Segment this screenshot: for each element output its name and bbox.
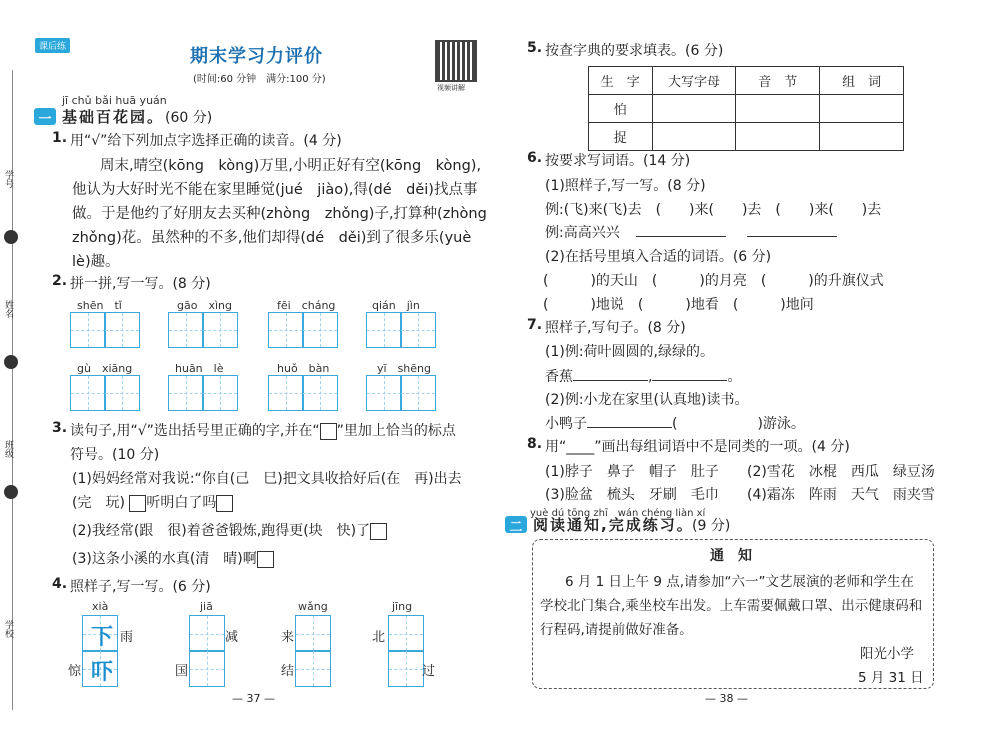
notice-line: 行程码,请提前做好准备。: [540, 622, 693, 638]
q3-prompt-cont: 符号。(10 分): [70, 447, 160, 463]
q8-prompt: 用“____”画出每组词语中不是同类的一项。(4 分): [545, 439, 850, 455]
tianzige-cell[interactable]: [70, 312, 106, 348]
tianzige-cell[interactable]: [295, 650, 331, 687]
page-subtitle: (时间:60 分钟 满分:100 分): [193, 74, 326, 85]
answer-line[interactable]: [747, 236, 837, 237]
q6-number: 6.: [527, 150, 543, 166]
punct-box[interactable]: [370, 523, 387, 540]
q4-example-bottom: 吓: [91, 660, 114, 685]
notice-date: 5 月 31 日: [858, 670, 924, 686]
q2-pinyin: gāo xìng: [177, 299, 232, 312]
q8-number: 8.: [527, 436, 543, 452]
answer-line[interactable]: [636, 236, 726, 237]
q7-line2c: )游泳。: [757, 416, 805, 432]
q1-line[interactable]: zhǒng)花。虽然种的不多,他们却得(dé děi)到了很多乐(yuè: [72, 230, 472, 246]
binding-line: [12, 70, 13, 710]
q4-char: 结: [281, 664, 295, 679]
section-pinyin: jī chǔ bǎi huā yuán: [62, 94, 167, 107]
tianzige-cell[interactable]: [268, 312, 304, 348]
answer-line[interactable]: [652, 380, 727, 381]
q3-s3[interactable]: (3)这条小溪的水真(清 晴)啊: [72, 551, 257, 567]
q6-prompt: 按要求写词语。(14 分): [545, 153, 691, 169]
q3-s1b[interactable]: (完 玩): [72, 495, 125, 511]
q4-char: 国: [175, 664, 189, 679]
tianzige-cell[interactable]: [202, 375, 238, 411]
punct-box[interactable]: [129, 495, 146, 512]
binding-dot: [4, 230, 18, 244]
notice-signature: 阳光小学: [860, 646, 914, 662]
tianzige-cell[interactable]: [168, 375, 204, 411]
tianzige-cell[interactable]: [302, 375, 338, 411]
q4-char: 减: [225, 630, 239, 645]
q2-pinyin: qián jìn: [372, 299, 420, 312]
section-score: (60 分): [165, 110, 213, 126]
q7-number: 7.: [527, 317, 543, 333]
q5-prompt: 按查字典的要求填表。(6 分): [545, 43, 724, 59]
q4-char: 北: [372, 630, 386, 645]
q1-line[interactable]: lè)趣。: [72, 254, 120, 270]
q8-group[interactable]: (1)脖子 鼻子 帽子 肚子: [545, 464, 719, 480]
margin-label-class: 班级: [3, 440, 13, 458]
q4-char: 过: [422, 664, 436, 679]
notice-title: 通 知: [710, 548, 752, 564]
table-header: 大写字母: [652, 67, 736, 95]
q6-fill-row-2[interactable]: ( )地说 ( )地看 ( )地问: [543, 297, 814, 313]
table-cell[interactable]: [820, 95, 904, 123]
punct-box[interactable]: [216, 495, 233, 512]
table-cell[interactable]: [736, 95, 820, 123]
q4-example-top: 下: [91, 625, 114, 650]
notice-line: 6 月 1 日上午 9 点,请参加“六一”文艺展演的老师和学生在: [565, 574, 915, 590]
q4-char: 来: [281, 630, 295, 645]
q7-line-2[interactable]: [545, 413, 805, 433]
q4-prompt: 照样子,写一写。(6 分): [70, 579, 211, 595]
q2-pinyin: shēn tǐ: [77, 299, 122, 312]
binding-dot: [4, 485, 18, 499]
tianzige-cell[interactable]: [400, 375, 436, 411]
punct-box-sample: [320, 423, 337, 440]
tianzige-cell[interactable]: [189, 615, 225, 652]
dictionary-table: [588, 66, 904, 151]
q4-pinyin: wǎng: [298, 600, 328, 613]
binding-dot: [4, 355, 18, 369]
table-header: 音 节: [736, 67, 820, 95]
q7-example-1: (1)例:荷叶圆圆的,绿绿的。: [545, 344, 714, 360]
q1-line[interactable]: 周末,晴空(kōng kòng)万里,小明正好有空(kōng kòng),: [100, 158, 482, 174]
q2-pinyin: huān lè: [175, 362, 224, 375]
qr-code[interactable]: [435, 40, 477, 82]
q2-number: 2.: [52, 273, 68, 289]
margin-label-school: 学校: [3, 620, 13, 638]
q2-pinyin: fēi cháng: [277, 299, 336, 312]
tianzige-cell[interactable]: [295, 615, 331, 652]
q3-prompt-a: 读句子,用“√”选出括号里正确的字,并在“: [70, 423, 320, 439]
page-tag: 课后练: [35, 38, 70, 53]
q1-prompt: 用“√”给下列加点字选择正确的读音。(4 分): [70, 133, 342, 149]
tianzige-cell[interactable]: [400, 312, 436, 348]
table-header: 生 字: [589, 67, 653, 95]
tianzige-cell[interactable]: [104, 312, 140, 348]
section-number: 二: [505, 516, 527, 533]
tianzige-cell[interactable]: [366, 375, 402, 411]
margin-label-name: 姓名: [3, 300, 13, 318]
q7-line2b: (: [672, 416, 678, 432]
section-title: 阅读通知,完成练习。: [533, 516, 694, 534]
table-cell: 怕: [589, 95, 653, 123]
tianzige-cell[interactable]: [202, 312, 238, 348]
section-score: (9 分): [692, 518, 731, 534]
table-cell: 捉: [589, 123, 653, 151]
q4-char: 惊: [68, 664, 82, 679]
q3-sentence-3[interactable]: [72, 548, 274, 568]
q1-number: 1.: [52, 130, 68, 146]
q7-prompt: 照样子,写句子。(8 分): [545, 320, 686, 336]
answer-line[interactable]: [573, 380, 648, 381]
q3-s1c: 听明白了吗: [146, 495, 217, 511]
qr-caption: 视频讲解: [437, 84, 465, 92]
q3-sentence-1[interactable]: (1)妈妈经常对我说:“你自(己 巳)把文具收拾好后(在 再)出去: [72, 471, 462, 487]
q6-example-2[interactable]: [545, 222, 837, 242]
margin-label-student-id: 学号: [3, 170, 13, 188]
q4-pinyin: jiā: [200, 600, 213, 613]
punct-box[interactable]: [257, 551, 274, 568]
q3-number: 3.: [52, 420, 68, 436]
q4-number: 4.: [52, 576, 68, 592]
tianzige-cell[interactable]: [268, 375, 304, 411]
q5-number: 5.: [527, 40, 543, 56]
q1-line[interactable]: 他认为大好时光不能在家里睡觉(jué jiào),得(dé děi)找点事: [72, 182, 478, 198]
table-cell[interactable]: [736, 123, 820, 151]
q7-example-2: (2)例:小龙在家里(认真地)读书。: [545, 392, 749, 408]
table-cell[interactable]: [652, 123, 736, 151]
q6-sub2: (2)在括号里填入合适的词语。(6 分): [545, 249, 772, 265]
tianzige-cell[interactable]: [189, 650, 225, 687]
tianzige-cell[interactable]: [302, 312, 338, 348]
q3-prompt-b: ”里加上恰当的标点: [336, 423, 456, 439]
page-number-right: — 38 —: [705, 692, 748, 705]
answer-line[interactable]: [587, 427, 672, 428]
tianzige-cell[interactable]: [104, 375, 140, 411]
section-title: 基础百花园。: [62, 108, 165, 126]
q4-pinyin: jīng: [392, 600, 413, 613]
q7-line2a: 小鸭子: [545, 416, 587, 432]
q3-sentence-2[interactable]: [72, 520, 387, 540]
q6-sub1: (1)照样子,写一写。(8 分): [545, 178, 706, 194]
table-header: 组 词: [820, 67, 904, 95]
q6-ex2-label: 例:高高兴兴: [545, 225, 620, 241]
q3-sentence-1-cont[interactable]: [72, 492, 233, 512]
q7-line1-label: 香蕉: [545, 369, 573, 385]
q8-group[interactable]: (4)霜冻 阵雨 天气 雨夹雪: [747, 487, 935, 503]
tianzige-cell[interactable]: [388, 650, 424, 687]
q1-line[interactable]: 做。于是他约了好朋友去买种(zhòng zhǒng)子,打算种(zhòng: [72, 206, 487, 222]
page-number-left: — 37 —: [232, 692, 275, 705]
q8-group[interactable]: (2)雪花 冰棍 西瓜 绿豆汤: [747, 464, 935, 480]
section-pinyin: yuè dú tōng zhī wán chéng liàn xí: [530, 508, 706, 519]
q4-pinyin: xià: [92, 600, 109, 613]
q4-char: 雨: [120, 630, 134, 645]
page-title: 期末学习力评价: [190, 46, 323, 67]
q7-line-1[interactable]: 香蕉 , 。: [545, 369, 742, 385]
q2-pinyin: huǒ bàn: [277, 362, 330, 375]
q6-fill-row-1[interactable]: ( )的天山 ( )的月亮 ( )的升旗仪式: [543, 273, 884, 289]
table-cell[interactable]: [820, 123, 904, 151]
q8-group[interactable]: (3)脸盆 梳头 牙刷 毛巾: [545, 487, 719, 503]
q3-s2[interactable]: (2)我经常(跟 很)着爸爸锻炼,跑得更(块 快)了: [72, 523, 371, 539]
table-cell[interactable]: [652, 95, 736, 123]
notice-line: 学校北门集合,乘坐校车出发。上车需要佩戴口罩、出示健康码和: [540, 598, 923, 614]
q3-prompt: [70, 420, 456, 440]
q2-prompt: 拼一拼,写一写。(8 分): [70, 276, 211, 292]
section-number: 一: [34, 108, 56, 125]
tianzige-cell[interactable]: [168, 312, 204, 348]
q2-pinyin: gù xiāng: [77, 362, 133, 375]
tianzige-cell[interactable]: [366, 312, 402, 348]
q6-example-1[interactable]: 例:(飞)来(飞)去 ( )来( )去 ( )来( )去: [545, 202, 882, 218]
tianzige-cell[interactable]: [70, 375, 106, 411]
tianzige-cell[interactable]: [388, 615, 424, 652]
q2-pinyin: yī shēng: [377, 362, 431, 375]
